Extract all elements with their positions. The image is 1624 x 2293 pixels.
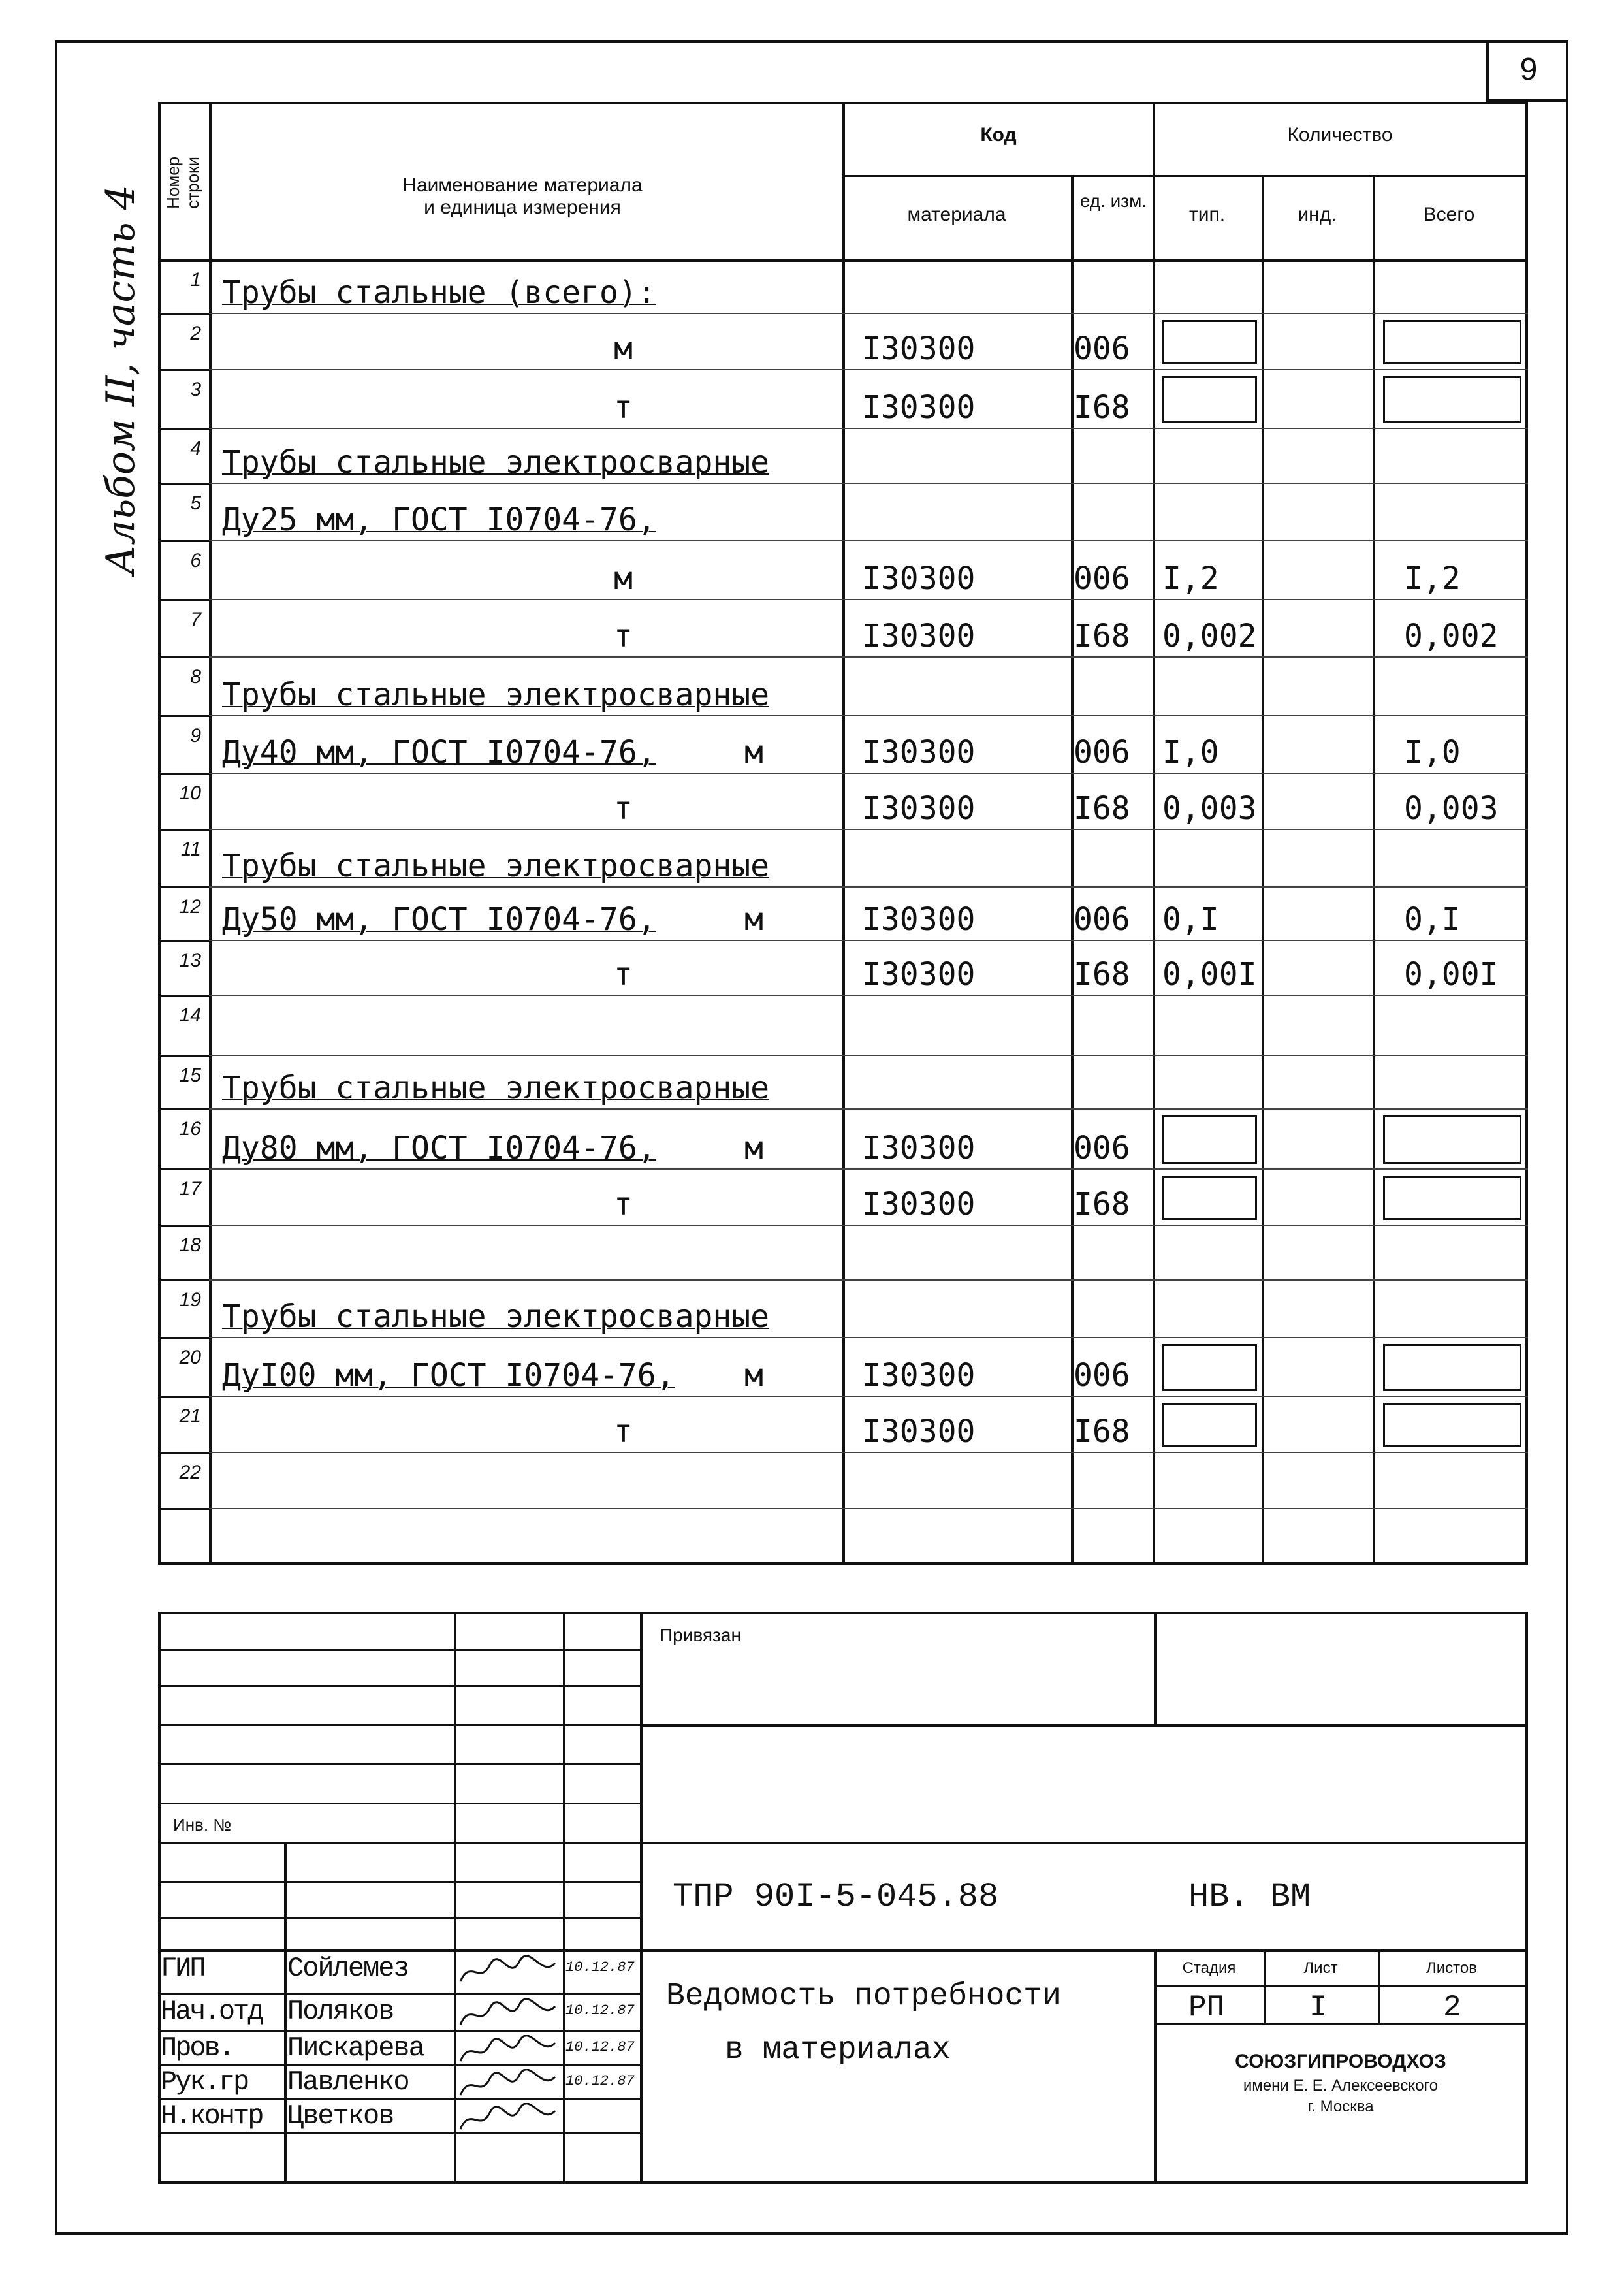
row-number: 18 (179, 1234, 201, 1256)
row-name: Ду25 мм, ГОСТ I0704-76, (222, 502, 656, 538)
qty-total: 0,00I (1404, 956, 1499, 993)
document-title-line1: Ведомость потребности (666, 1979, 1061, 2014)
row-unit-word: т (614, 1413, 633, 1450)
signature-role: ГИП (161, 1953, 204, 1984)
unit-code: 006 (1074, 1357, 1130, 1394)
signature-mark (457, 2035, 562, 2068)
row-number: 1 (190, 269, 201, 291)
signature-role: Рук.гр (161, 2066, 248, 2098)
signature-name: Сойлемез (287, 1953, 409, 1984)
header-name-text: Наименование материала и единица измерения (402, 174, 643, 218)
signature-mark (457, 1998, 562, 2031)
sheets-label: Листов (1426, 1959, 1477, 1977)
row-name: Трубы стальные (всего): (222, 274, 656, 311)
header-ind: инд. (1298, 204, 1337, 225)
stage-value: РП (1188, 1991, 1225, 2025)
signature-name: Пискарева (287, 2032, 424, 2064)
row-name: Ду50 мм, ГОСТ I0704-76, (222, 901, 656, 938)
unit-code: I68 (1074, 790, 1130, 827)
row-name: Трубы стальные электросварные (222, 1070, 770, 1106)
material-code: I30300 (862, 1186, 976, 1223)
row-name: ДуI00 мм, ГОСТ I0704-76, (222, 1357, 675, 1394)
row-unit-word: т (614, 956, 633, 993)
stage-label: Стадия (1182, 1959, 1236, 1977)
material-code: I30300 (862, 330, 976, 367)
row-unit-word: м (614, 560, 633, 597)
signature-mark (457, 2103, 562, 2136)
qty-typical: 0,00I (1162, 956, 1257, 993)
organization-name: СОЮЗГИПРОВОДХОЗ (1235, 2051, 1446, 2072)
row-number: 15 (179, 1065, 201, 1086)
row-unit-word: т (614, 1186, 633, 1223)
header-quantity: Количество (1287, 124, 1393, 146)
document-title-line2: в материалах (725, 2032, 951, 2068)
material-code: I30300 (862, 790, 976, 827)
row-number: 22 (179, 1462, 201, 1483)
empty-box-typical (1162, 376, 1257, 423)
row-number: 7 (190, 609, 201, 630)
sheet-value: I (1309, 1991, 1328, 2025)
header-material: материала (907, 204, 1006, 225)
row-name: Ду40 мм, ГОСТ I0704-76, (222, 734, 656, 771)
unit-code: 006 (1074, 330, 1130, 367)
unit-code: 006 (1074, 734, 1130, 771)
row-number: 8 (190, 666, 201, 688)
document-code: ТПР 90I-5-045.88 (673, 1878, 999, 1916)
signature-role: Н.контр (161, 2100, 263, 2132)
material-code: I30300 (862, 618, 976, 654)
material-code: I30300 (862, 901, 976, 938)
row-number: 11 (180, 839, 201, 860)
material-code: I30300 (862, 1130, 976, 1166)
row-number: 12 (179, 896, 201, 918)
organization-line2: имени Е. Е. Алексеевского (1243, 2077, 1439, 2094)
side-label: Альбом II, часть 4 (98, 185, 144, 575)
unit-code: 006 (1074, 560, 1130, 597)
row-number: 6 (190, 550, 201, 571)
row-number: 20 (179, 1347, 201, 1368)
material-code: I30300 (862, 956, 976, 993)
inv-label: Инв. № (173, 1815, 232, 1835)
empty-box-typical (1162, 1115, 1257, 1164)
row-unit-word: м (744, 1357, 763, 1394)
signature-date: 10.12.87 (565, 1959, 635, 1976)
row-number: 14 (179, 1004, 201, 1026)
signature-date: 10.12.87 (565, 2039, 635, 2055)
signature-mark (457, 1955, 562, 1988)
row-unit-word: м (744, 1130, 763, 1166)
row-unit-word: м (744, 901, 763, 938)
empty-box-total (1383, 1403, 1521, 1447)
signature-name: Павленко (287, 2066, 409, 2098)
signature-name: Поляков (287, 1996, 394, 2027)
qty-typical: 0,003 (1162, 790, 1257, 827)
row-name: Трубы стальные электросварные (222, 848, 770, 884)
page-number: 9 (1486, 40, 1568, 102)
row-unit-word: м (744, 734, 763, 771)
unit-code: I68 (1074, 1413, 1130, 1450)
row-number: 17 (179, 1178, 201, 1200)
qty-total: I,0 (1404, 734, 1461, 771)
unit-code: I68 (1074, 956, 1130, 993)
row-name: Трубы стальные электросварные (222, 444, 770, 481)
empty-box-total (1383, 1176, 1521, 1220)
row-unit-word: т (614, 790, 633, 827)
header-name (274, 152, 771, 219)
qty-total: I,2 (1404, 560, 1461, 597)
row-unit-word: м (614, 330, 633, 367)
row-number: 13 (179, 950, 201, 971)
sheet-label: Лист (1303, 1959, 1338, 1977)
header-row-number: Номер строки (163, 156, 202, 209)
row-number: 19 (179, 1289, 201, 1311)
unit-code: I68 (1074, 618, 1130, 654)
signature-mark (457, 2069, 562, 2102)
empty-box-typical (1162, 1403, 1257, 1447)
signature-date: 10.12.87 (565, 2002, 635, 2019)
row-number: 9 (190, 725, 201, 746)
signature-role: Пров. (161, 2032, 234, 2064)
row-number: 2 (190, 323, 201, 344)
qty-typical: I,0 (1162, 734, 1219, 771)
material-code: I30300 (862, 1413, 976, 1450)
header-unit: ед. изм. (1079, 191, 1147, 211)
empty-box-typical (1162, 1176, 1257, 1220)
header-code: Код (980, 124, 1017, 146)
material-code: I30300 (862, 734, 976, 771)
qty-typical: 0,002 (1162, 618, 1257, 654)
row-number: 5 (190, 492, 201, 514)
row-number: 4 (190, 438, 201, 459)
signature-role: Нач.отд (161, 1996, 263, 2027)
row-unit-word: т (614, 389, 633, 426)
document-mark: НВ. ВМ (1188, 1878, 1311, 1916)
unit-code: I68 (1074, 389, 1130, 426)
row-name: Ду80 мм, ГОСТ I0704-76, (222, 1130, 656, 1166)
header-total: Всего (1423, 204, 1475, 225)
empty-box-typical (1162, 1344, 1257, 1391)
empty-box-total (1383, 376, 1521, 423)
qty-total: 0,003 (1404, 790, 1499, 827)
organization-city: г. Москва (1307, 2098, 1374, 2115)
empty-box-total (1383, 1344, 1521, 1391)
material-code: I30300 (862, 1357, 976, 1394)
unit-code: 006 (1074, 1130, 1130, 1166)
privyazan-label: Привязан (660, 1625, 741, 1645)
empty-box-total (1383, 1115, 1521, 1164)
row-number: 10 (179, 782, 201, 804)
signature-name: Цветков (287, 2100, 394, 2132)
material-code: I30300 (862, 560, 976, 597)
qty-typical: 0,I (1162, 901, 1219, 938)
header-tip: тип. (1188, 204, 1226, 225)
row-name: Трубы стальные электросварные (222, 1298, 770, 1335)
empty-box-typical (1162, 320, 1257, 364)
row-unit-word: т (614, 618, 633, 654)
unit-code: 006 (1074, 901, 1130, 938)
row-number: 21 (179, 1405, 201, 1427)
sheets-value: 2 (1443, 1991, 1461, 2025)
signature-date: 10.12.87 (565, 2073, 635, 2089)
row-number: 16 (179, 1118, 201, 1140)
qty-total: 0,I (1404, 901, 1461, 938)
qty-total: 0,002 (1404, 618, 1499, 654)
empty-box-total (1383, 320, 1521, 364)
unit-code: I68 (1074, 1186, 1130, 1223)
row-name: Трубы стальные электросварные (222, 677, 770, 713)
qty-typical: I,2 (1162, 560, 1219, 597)
row-number: 3 (190, 379, 201, 400)
material-code: I30300 (862, 389, 976, 426)
